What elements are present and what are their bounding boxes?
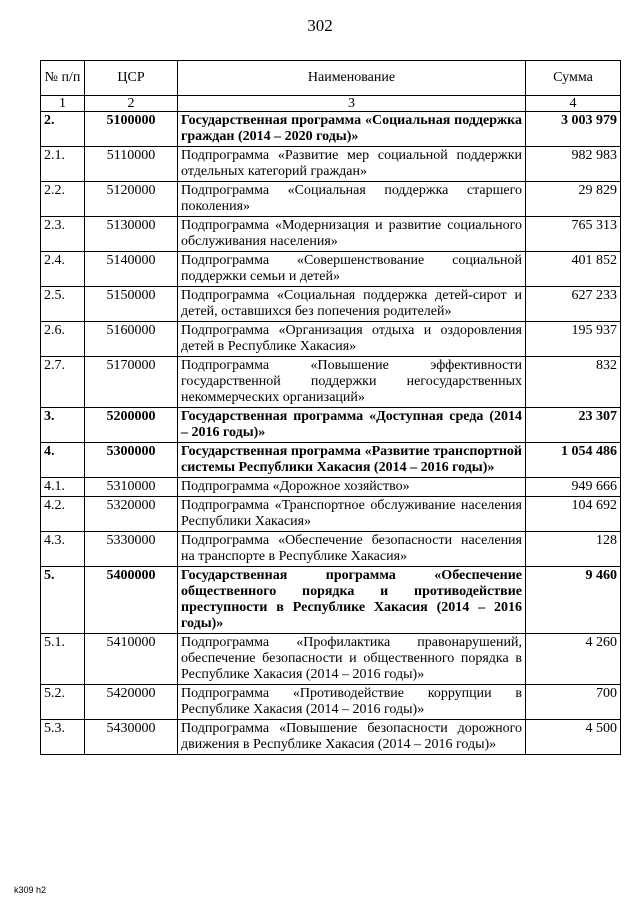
row-number: 2. [41,112,85,147]
row-csr-code: 5120000 [85,182,178,217]
row-sum: 949 666 [526,478,621,497]
row-name: Подпрограмма «Транспортное обслуживание населения Республики Хакасия» [178,497,526,532]
row-name: Государственная программа «Доступная среда (2014 – 2016 годы)» [178,408,526,443]
table-row [41,182,621,217]
row-name: Подпрограмма «Повышение безопасности дорожного движения в Республике Хакасия (2014 – 2016 годы)» [178,720,526,755]
row-number: 2.5. [41,287,85,322]
row-sum: 401 852 [526,252,621,287]
row-csr-code: 5320000 [85,497,178,532]
row-number: 2.6. [41,322,85,357]
row-name: Государственная программа «Развитие транспортной системы Республики Хакасия (2014 – 2016 годы)» [178,443,526,478]
row-number: 2.3. [41,217,85,252]
row-sum: 4 260 [526,634,621,685]
row-csr-code: 5410000 [85,634,178,685]
row-number: 2.7. [41,357,85,408]
row-csr-code: 5200000 [85,408,178,443]
table-row [41,634,621,685]
row-sum: 128 [526,532,621,567]
row-sum: 4 500 [526,720,621,755]
row-name: Подпрограмма «Обеспечение безопасности населения на транспорте в Республике Хакасия» [178,532,526,567]
table-row [41,720,621,755]
column-number: 4 [526,96,621,112]
row-number: 5. [41,567,85,634]
header-name: Наименование [178,61,526,96]
row-name: Подпрограмма «Совершенствование социальной поддержки семьи и детей» [178,252,526,287]
row-number: 3. [41,408,85,443]
column-number-row [41,96,621,112]
row-name: Подпрограмма «Организация отдыха и оздоровления детей в Республике Хакасия» [178,322,526,357]
row-sum: 195 937 [526,322,621,357]
row-name: Подпрограмма «Социальная поддержка детей-сирот и детей, оставшихся без попечения родителей» [178,287,526,322]
row-name: Подпрограмма «Профилактика правонарушений, обеспечение безопасности и общественного порядка в Республике Хакасия (2014 – 2016 годы)» [178,634,526,685]
row-name: Подпрограмма «Модернизация и развитие социального обслуживания населения» [178,217,526,252]
row-number: 2.2. [41,182,85,217]
row-name: Подпрограмма «Социальная поддержка старшего поколения» [178,182,526,217]
table-header-row [41,61,621,96]
table-row [41,112,621,147]
row-number: 4.2. [41,497,85,532]
footer-code: k309 h2 [14,885,47,895]
row-csr-code: 5310000 [85,478,178,497]
budget-table [40,60,621,755]
row-csr-code: 5160000 [85,322,178,357]
table-row [41,252,621,287]
row-number: 2.4. [41,252,85,287]
row-number: 4. [41,443,85,478]
row-sum: 832 [526,357,621,408]
table-row [41,217,621,252]
row-csr-code: 5430000 [85,720,178,755]
row-number: 4.1. [41,478,85,497]
row-sum: 3 003 979 [526,112,621,147]
header-sum: Сумма [526,61,621,96]
row-number: 5.3. [41,720,85,755]
row-sum: 627 233 [526,287,621,322]
table-row [41,322,621,357]
row-name: Подпрограмма «Повышение эффективности государственной поддержки негосударственных некоммерческих организаций» [178,357,526,408]
row-sum: 104 692 [526,497,621,532]
table-row [41,408,621,443]
table-row [41,443,621,478]
row-csr-code: 5420000 [85,685,178,720]
row-sum: 765 313 [526,217,621,252]
row-sum: 23 307 [526,408,621,443]
row-csr-code: 5300000 [85,443,178,478]
row-sum: 700 [526,685,621,720]
table-row [41,357,621,408]
column-number: 1 [41,96,85,112]
row-name: Подпрограмма «Развитие мер социальной поддержки отдельных категорий граждан» [178,147,526,182]
row-name: Государственная программа «Обеспечение общественного порядка и противодействие преступности в Республике Хакасия (2014 – 2016 годы)» [178,567,526,634]
column-number: 2 [85,96,178,112]
row-csr-code: 5110000 [85,147,178,182]
table-body [41,112,621,755]
row-number: 5.2. [41,685,85,720]
row-sum: 29 829 [526,182,621,217]
row-csr-code: 5330000 [85,532,178,567]
table-row [41,147,621,182]
row-csr-code: 5100000 [85,112,178,147]
row-number: 5.1. [41,634,85,685]
row-csr-code: 5130000 [85,217,178,252]
table-row [41,497,621,532]
row-name: Подпрограмма «Дорожное хозяйство» [178,478,526,497]
table-row [41,478,621,497]
table-row [41,685,621,720]
row-csr-code: 5140000 [85,252,178,287]
page-number: 302 [307,16,333,35]
table-row [41,567,621,634]
row-csr-code: 5170000 [85,357,178,408]
header-number: № п/п [41,61,85,96]
row-sum: 982 983 [526,147,621,182]
column-number: 3 [178,96,526,112]
table-row [41,287,621,322]
row-number: 4.3. [41,532,85,567]
table-row [41,532,621,567]
row-sum: 1 054 486 [526,443,621,478]
row-number: 2.1. [41,147,85,182]
row-sum: 9 460 [526,567,621,634]
header-csr: ЦСР [85,61,178,96]
row-csr-code: 5400000 [85,567,178,634]
row-name: Государственная программа «Социальная поддержка граждан (2014 – 2020 годы)» [178,112,526,147]
row-name: Подпрограмма «Противодействие коррупции в Республике Хакасия (2014 – 2016 годы)» [178,685,526,720]
row-csr-code: 5150000 [85,287,178,322]
